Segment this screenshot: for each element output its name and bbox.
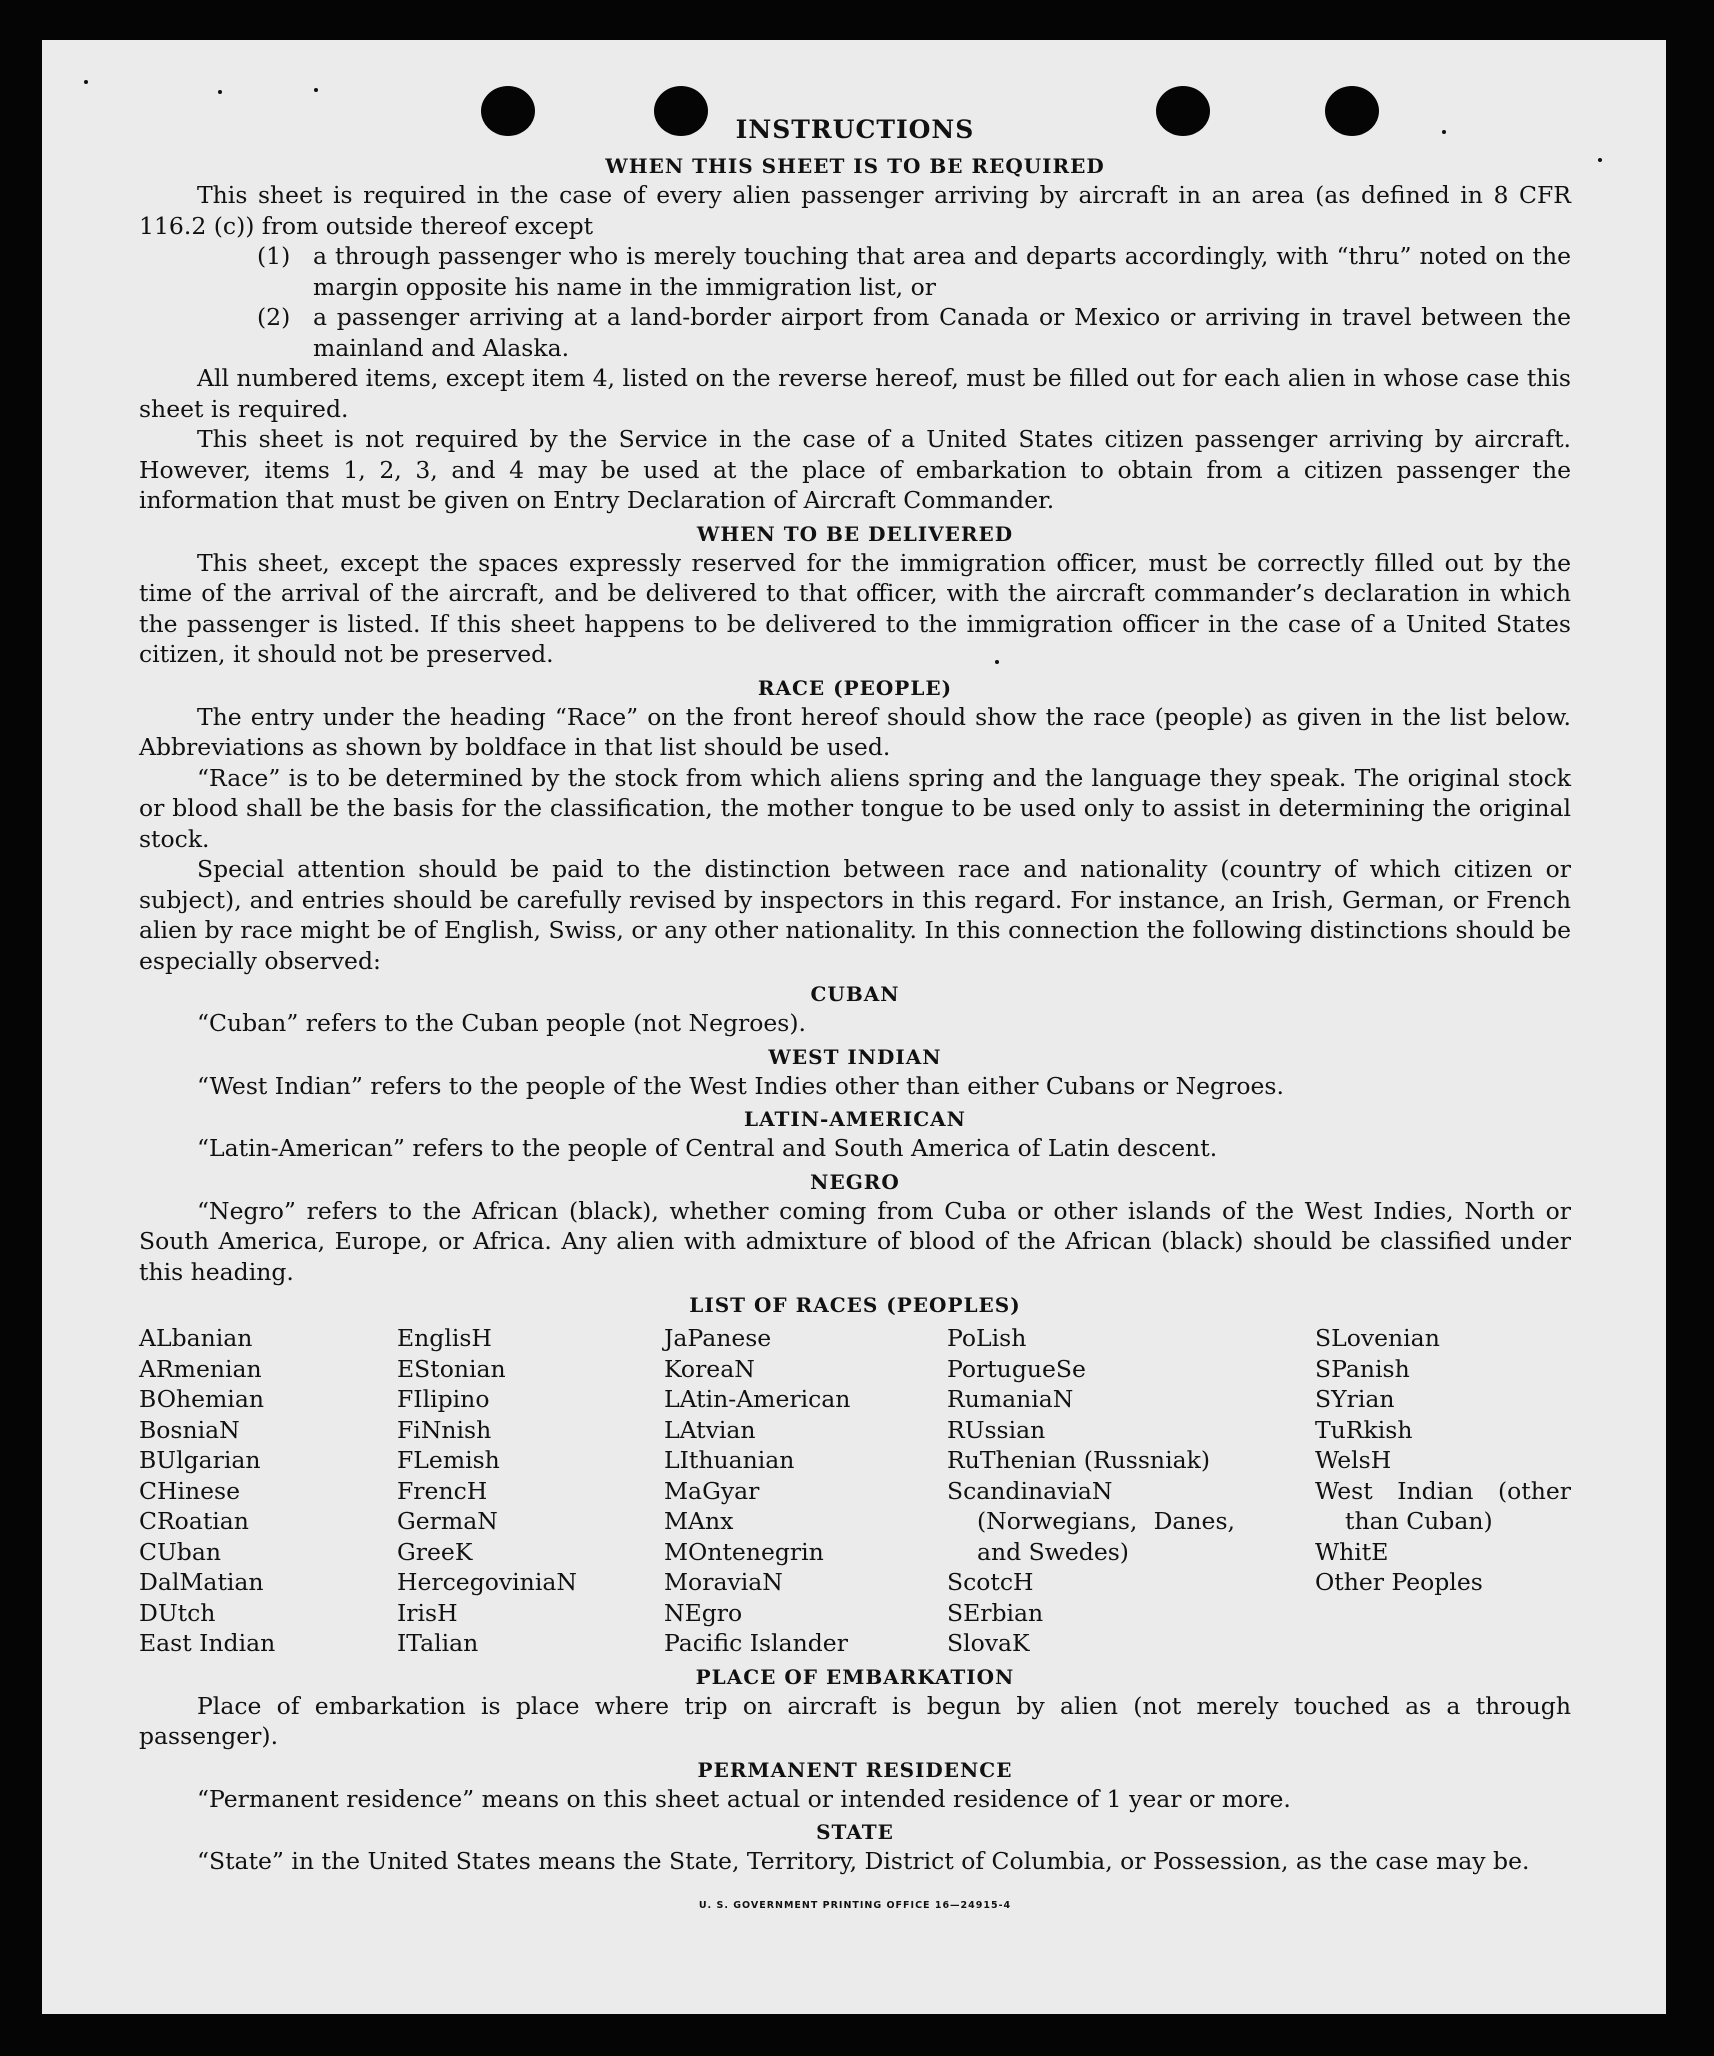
race-entry: HercegoviniaN	[397, 1568, 577, 1596]
races-column	[1315, 1323, 1571, 1659]
speck	[1598, 158, 1602, 162]
section-heading: NEGRO	[810, 1169, 900, 1194]
races-column	[139, 1323, 397, 1659]
race-entry: BOhemian	[139, 1385, 264, 1413]
race-entry: DalMatian	[139, 1568, 264, 1596]
race-entry: LAtvian	[664, 1415, 756, 1444]
race-entry: ITalian	[397, 1629, 479, 1657]
race-entry: West Indian (other than Cuban)	[1315, 1476, 1571, 1535]
paragraph: “West Indian” refers to the people of the West Indies other than either Cubans or Negroes.	[197, 1071, 1284, 1100]
race-entry: CHinese	[139, 1476, 240, 1505]
race-entry: SLovenian	[1315, 1324, 1440, 1352]
race-entry: GermaN	[397, 1507, 498, 1535]
race-entry: PortugueSe	[947, 1354, 1086, 1383]
paragraph: “Race” is to be determined by the stock from which aliens spring and the language they speak. The original stock or blood shall be the basis for the classification, the mother tongue to be used only to assist in determining the original stock.	[139, 763, 1571, 853]
race-entry: EnglisH	[397, 1324, 492, 1352]
speck	[84, 80, 88, 84]
race-entry: RuThenian (Russniak)	[947, 1446, 1210, 1474]
section-heading: WHEN TO BE DELIVERED	[696, 521, 1014, 546]
speck	[314, 88, 318, 92]
race-entry: FLemish	[397, 1446, 500, 1474]
paragraph: Place of embarkation is place where trip on aircraft is begun by alien (not merely touched as a through passenger).	[139, 1691, 1571, 1750]
item-number: (1)	[257, 242, 291, 270]
paragraph: “State” in the United States means the State, Territory, District of Columbia, or Possession, as the case may be.	[197, 1847, 1530, 1875]
race-entry: EStonian	[397, 1354, 506, 1383]
race-entry: MaGyar	[664, 1476, 760, 1505]
race-entry: LAtin-American	[664, 1385, 851, 1413]
race-entry: RumaniaN	[947, 1385, 1074, 1413]
list-item	[139, 241, 1571, 302]
race-entry: FiNnish	[397, 1415, 492, 1444]
races-column	[947, 1323, 1315, 1659]
item-number: (2)	[257, 303, 291, 331]
race-entry: Pacific Islander	[664, 1629, 848, 1657]
paragraph: “Negro” refers to the African (black), whether coming from Cuba or other islands of the West Indies, North or South America, Europe, or Africa. Any alien with admixture of blood of the African (black) should be classified under this heading.	[139, 1196, 1571, 1286]
speck	[218, 90, 222, 94]
paragraph: This sheet, except the spaces expressly reserved for the immigration officer, must be correctly filled out by the time of the arrival of the aircraft, and be delivered to that officer, with the aircraft commander’s declaration in which the passenger is listed. If this sheet happens to be delivered to the immigration officer in the case of a United States citizen, it should not be preserved.	[139, 548, 1571, 668]
section-heading: LATIN-AMERICAN	[744, 1107, 966, 1131]
race-entry: TuRkish	[1315, 1415, 1413, 1444]
race-entry: ARmenian	[139, 1354, 262, 1383]
race-entry: ALbanian	[139, 1324, 253, 1352]
section-heading: WEST INDIAN	[768, 1044, 942, 1069]
race-entry: SErbian	[947, 1598, 1044, 1627]
paragraph: “Permanent residence” means on this sheet actual or intended residence of 1 year or more.	[197, 1784, 1291, 1813]
race-entry: MoraviaN	[664, 1568, 783, 1596]
paragraph: The entry under the heading “Race” on the front hereof should show the race (people) as given in the list below. Abbreviations as shown by boldface in that list should be used.	[139, 702, 1571, 761]
document-page	[42, 40, 1666, 2014]
race-entry: FrencH	[397, 1476, 488, 1505]
item-text: a through passenger who is merely touching that area and departs accordingly, with “thru” noted on the margin opposite his name in the immigration list, or	[313, 242, 1571, 301]
list-item	[139, 302, 1571, 363]
race-entry: BUlgarian	[139, 1446, 261, 1474]
race-entry: SPanish	[1315, 1354, 1410, 1383]
race-entry: JaPanese	[664, 1324, 772, 1352]
race-entry: LIthuanian	[664, 1446, 795, 1474]
race-entry: SlovaK	[947, 1629, 1030, 1657]
page-title: INSTRUCTIONS	[735, 115, 975, 144]
paragraph: This sheet is required in the case of every alien passenger arriving by aircraft in an area (as defined in 8 CFR 116.2 (c)) from outside thereof except	[139, 181, 1571, 240]
race-entry: SYrian	[1315, 1385, 1395, 1413]
race-entry: Other Peoples	[1315, 1568, 1483, 1596]
paragraph: “Cuban” refers to the Cuban people (not Negroes).	[197, 1009, 807, 1037]
race-entry: BosniaN	[139, 1415, 240, 1444]
section-heading: LIST OF RACES (PEOPLES)	[689, 1293, 1021, 1317]
race-entry: FIlipino	[397, 1385, 490, 1413]
printer-imprint: U. S. GOVERNMENT PRINTING OFFICE 16—24915-4	[698, 1899, 1012, 1911]
race-entry: GreeK	[397, 1537, 473, 1566]
race-entry: MAnx	[664, 1507, 734, 1535]
race-entry: ScotcH	[947, 1568, 1034, 1596]
section-heading: CUBAN	[810, 982, 900, 1006]
races-column	[397, 1323, 664, 1659]
section-heading: WHEN THIS SHEET IS TO BE REQUIRED	[605, 154, 1105, 178]
race-entry: NEgro	[664, 1598, 743, 1627]
race-entry: ScandinaviaN (Norwegians, Danes, and Swedes)	[947, 1476, 1235, 1566]
race-entry: WhitE	[1315, 1537, 1389, 1566]
race-entry: CUban	[139, 1537, 221, 1566]
section-heading: PLACE OF EMBARKATION	[695, 1664, 1015, 1689]
race-entry: IrisH	[397, 1598, 458, 1627]
section-heading: PERMANENT RESIDENCE	[697, 1757, 1013, 1782]
item-text: a passenger arriving at a land-border airport from Canada or Mexico or arriving in travel between the mainland and Alaska.	[313, 303, 1571, 362]
race-entry: CRoatian	[139, 1507, 249, 1535]
section-heading: RACE (PEOPLE)	[757, 675, 953, 700]
race-entry: East Indian	[139, 1629, 276, 1657]
paragraph: All numbered items, except item 4, listed on the reverse hereof, must be filled out for each alien in whose case this sheet is required.	[139, 364, 1571, 423]
races-list	[139, 1323, 1571, 1659]
paragraph: Special attention should be paid to the distinction between race and nationality (country of which citizen or subject), and entries should be carefully revised by inspectors in this regard. For instance, an Irish, German, or French alien by race might be of English, Swiss, or any other nationality. In this connection the following distinctions should be especially observed:	[139, 855, 1571, 975]
paragraph: This sheet is not required by the Service in the case of a United States citizen passenger arriving by aircraft. However, items 1, 2, 3, and 4 may be used at the place of embarkation to obtain from a citizen passenger the information that must be given on Entry Declaration of Aircraft Commander.	[139, 425, 1571, 514]
document-body	[139, 112, 1571, 1921]
race-entry: WelsH	[1315, 1446, 1392, 1474]
race-entry: DUtch	[139, 1598, 216, 1627]
race-entry: MOntenegrin	[664, 1537, 824, 1566]
section-heading: STATE	[816, 1820, 894, 1844]
race-entry: PoLish	[947, 1324, 1027, 1352]
paragraph: “Latin-American” refers to the people of Central and South America of Latin descent.	[197, 1134, 1218, 1162]
race-entry: RUssian	[947, 1415, 1046, 1444]
race-entry: KoreaN	[664, 1354, 755, 1383]
races-column	[664, 1323, 947, 1659]
